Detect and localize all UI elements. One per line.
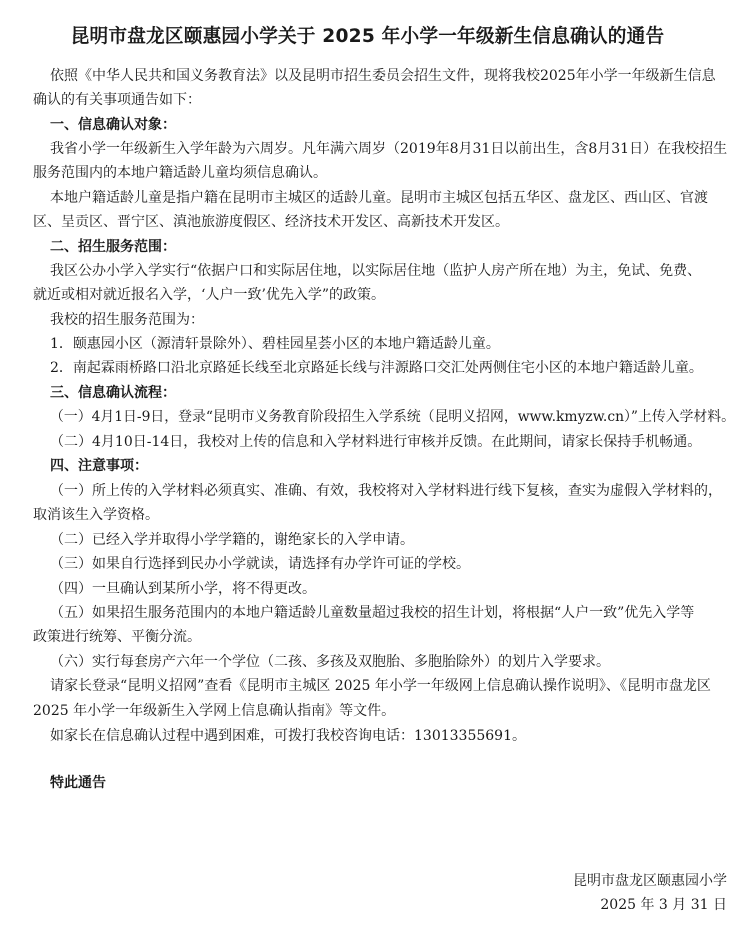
section-4-note-1-line-1: （一）所上传的入学材料必须真实、准确、有效，我校将对入学材料进行线下复核，查实为虚假入学材料的， [50, 483, 722, 499]
section-2-heading: 二、招生服务范围： [50, 239, 176, 255]
signature-school: 昆明市盘龙区颐惠园小学 [573, 873, 727, 889]
section-2-item-2: 2．南起霖雨桥路口沿北京路延长线至北京路延长线与沣源路口交汇处两侧住宅小区的本地户籍适龄儿童。 [50, 360, 703, 376]
section-4-note-1-line-2: 取消该生入学资格。 [33, 507, 159, 523]
section-4-heading: 四、注意事项： [50, 458, 148, 474]
section-1-p2-line-2: 区、呈贡区、晋宁区、滇池旅游度假区、经济技术开发区、高新技术开发区。 [33, 214, 509, 230]
section-1-heading: 一、信息确认对象： [50, 117, 176, 133]
document-title: 昆明市盘龙区颐惠园小学关于 2025 年小学一年级新生信息确认的通告 [70, 25, 665, 47]
section-4-note-2: （二）已经入学并取得小学学籍的，谢绝家长的入学申请。 [50, 532, 414, 548]
section-2-p1-line-1: 我区公办小学入学实行“依据户口和实际居住地，以实际居住地（监护人房产所在地）为主，免试、免费、 [50, 263, 702, 279]
section-2-p1-line-2: 就近或相对就近报名入学，‘人户一致’优先入学”的政策。 [33, 287, 386, 303]
section-3-step-2: （二）4月10日-14日，我校对上传的信息和入学材料进行审核并反馈。在此期间，请家长保持手机畅通。 [50, 434, 702, 450]
signature-date: 2025 年 3 月 31 日 [600, 897, 727, 913]
intro-line-2: 确认的有关事项通告如下： [33, 92, 201, 108]
section-4-note-6: （六）实行每套房产六年一个学位（二孩、多孩及双胞胎、多胞胎除外）的划片入学要求。 [50, 654, 610, 670]
section-4-note-5-line-1: （五）如果招生服务范围内的本地户籍适龄儿童数量超过我校的招生计划，将根据“人户一致”优先入学等 [50, 605, 695, 621]
section-1-p1-line-2: 服务范围内的本地户籍适龄儿童均须信息确认。 [33, 165, 327, 181]
section-2-item-1: 1．颐惠园小区（源清轩景除外）、碧桂园星荟小区的本地户籍适龄儿童。 [50, 336, 500, 352]
notice-line-1: 请家长登录“昆明义招网”查看《昆明市主城区 2025 年小学一年级网上信息确认操作说明》、《昆明市盘龙区 [50, 678, 711, 694]
section-3-step-1: （一）4月1日-9日，登录“昆明市义务教育阶段招生入学系统（昆明义招网，www.kmyzw.cn）”上传入学材料。 [50, 409, 735, 425]
intro-line-1: 依照《中华人民共和国义务教育法》以及昆明市招生委员会招生文件，现将我校2025年小学一年级新生信息 [50, 68, 716, 84]
section-4-note-4: （四）一旦确认到某所小学，将不得更改。 [50, 581, 316, 597]
section-4-note-5-line-2: 政策进行统筹、平衡分流。 [33, 629, 201, 645]
section-1-p2-line-1: 本地户籍适龄儿童是指户籍在昆明市主城区的适龄儿童。昆明市主城区包括五华区、盘龙区、西山区、官渡 [50, 190, 708, 206]
closing: 特此通告 [50, 775, 106, 791]
notice-line-2: 2025 年小学一年级新生入学网上信息确认指南》等文件。 [33, 703, 396, 719]
section-1-p1-line-1: 我省小学一年级新生入学年龄为六周岁。凡年满六周岁（2019年8月31日以前出生，含8月31日）在我校招生 [50, 141, 728, 157]
section-3-heading: 三、信息确认流程： [50, 385, 176, 401]
section-2-p2: 我校的招生服务范围为： [50, 312, 204, 328]
section-4-note-3: （三）如果自行选择到民办小学就读，请选择有办学许可证的学校。 [50, 556, 470, 572]
contact-line: 如家长在信息确认过程中遇到困难，可拨打我校咨询电话：13013355691。 [50, 728, 526, 744]
